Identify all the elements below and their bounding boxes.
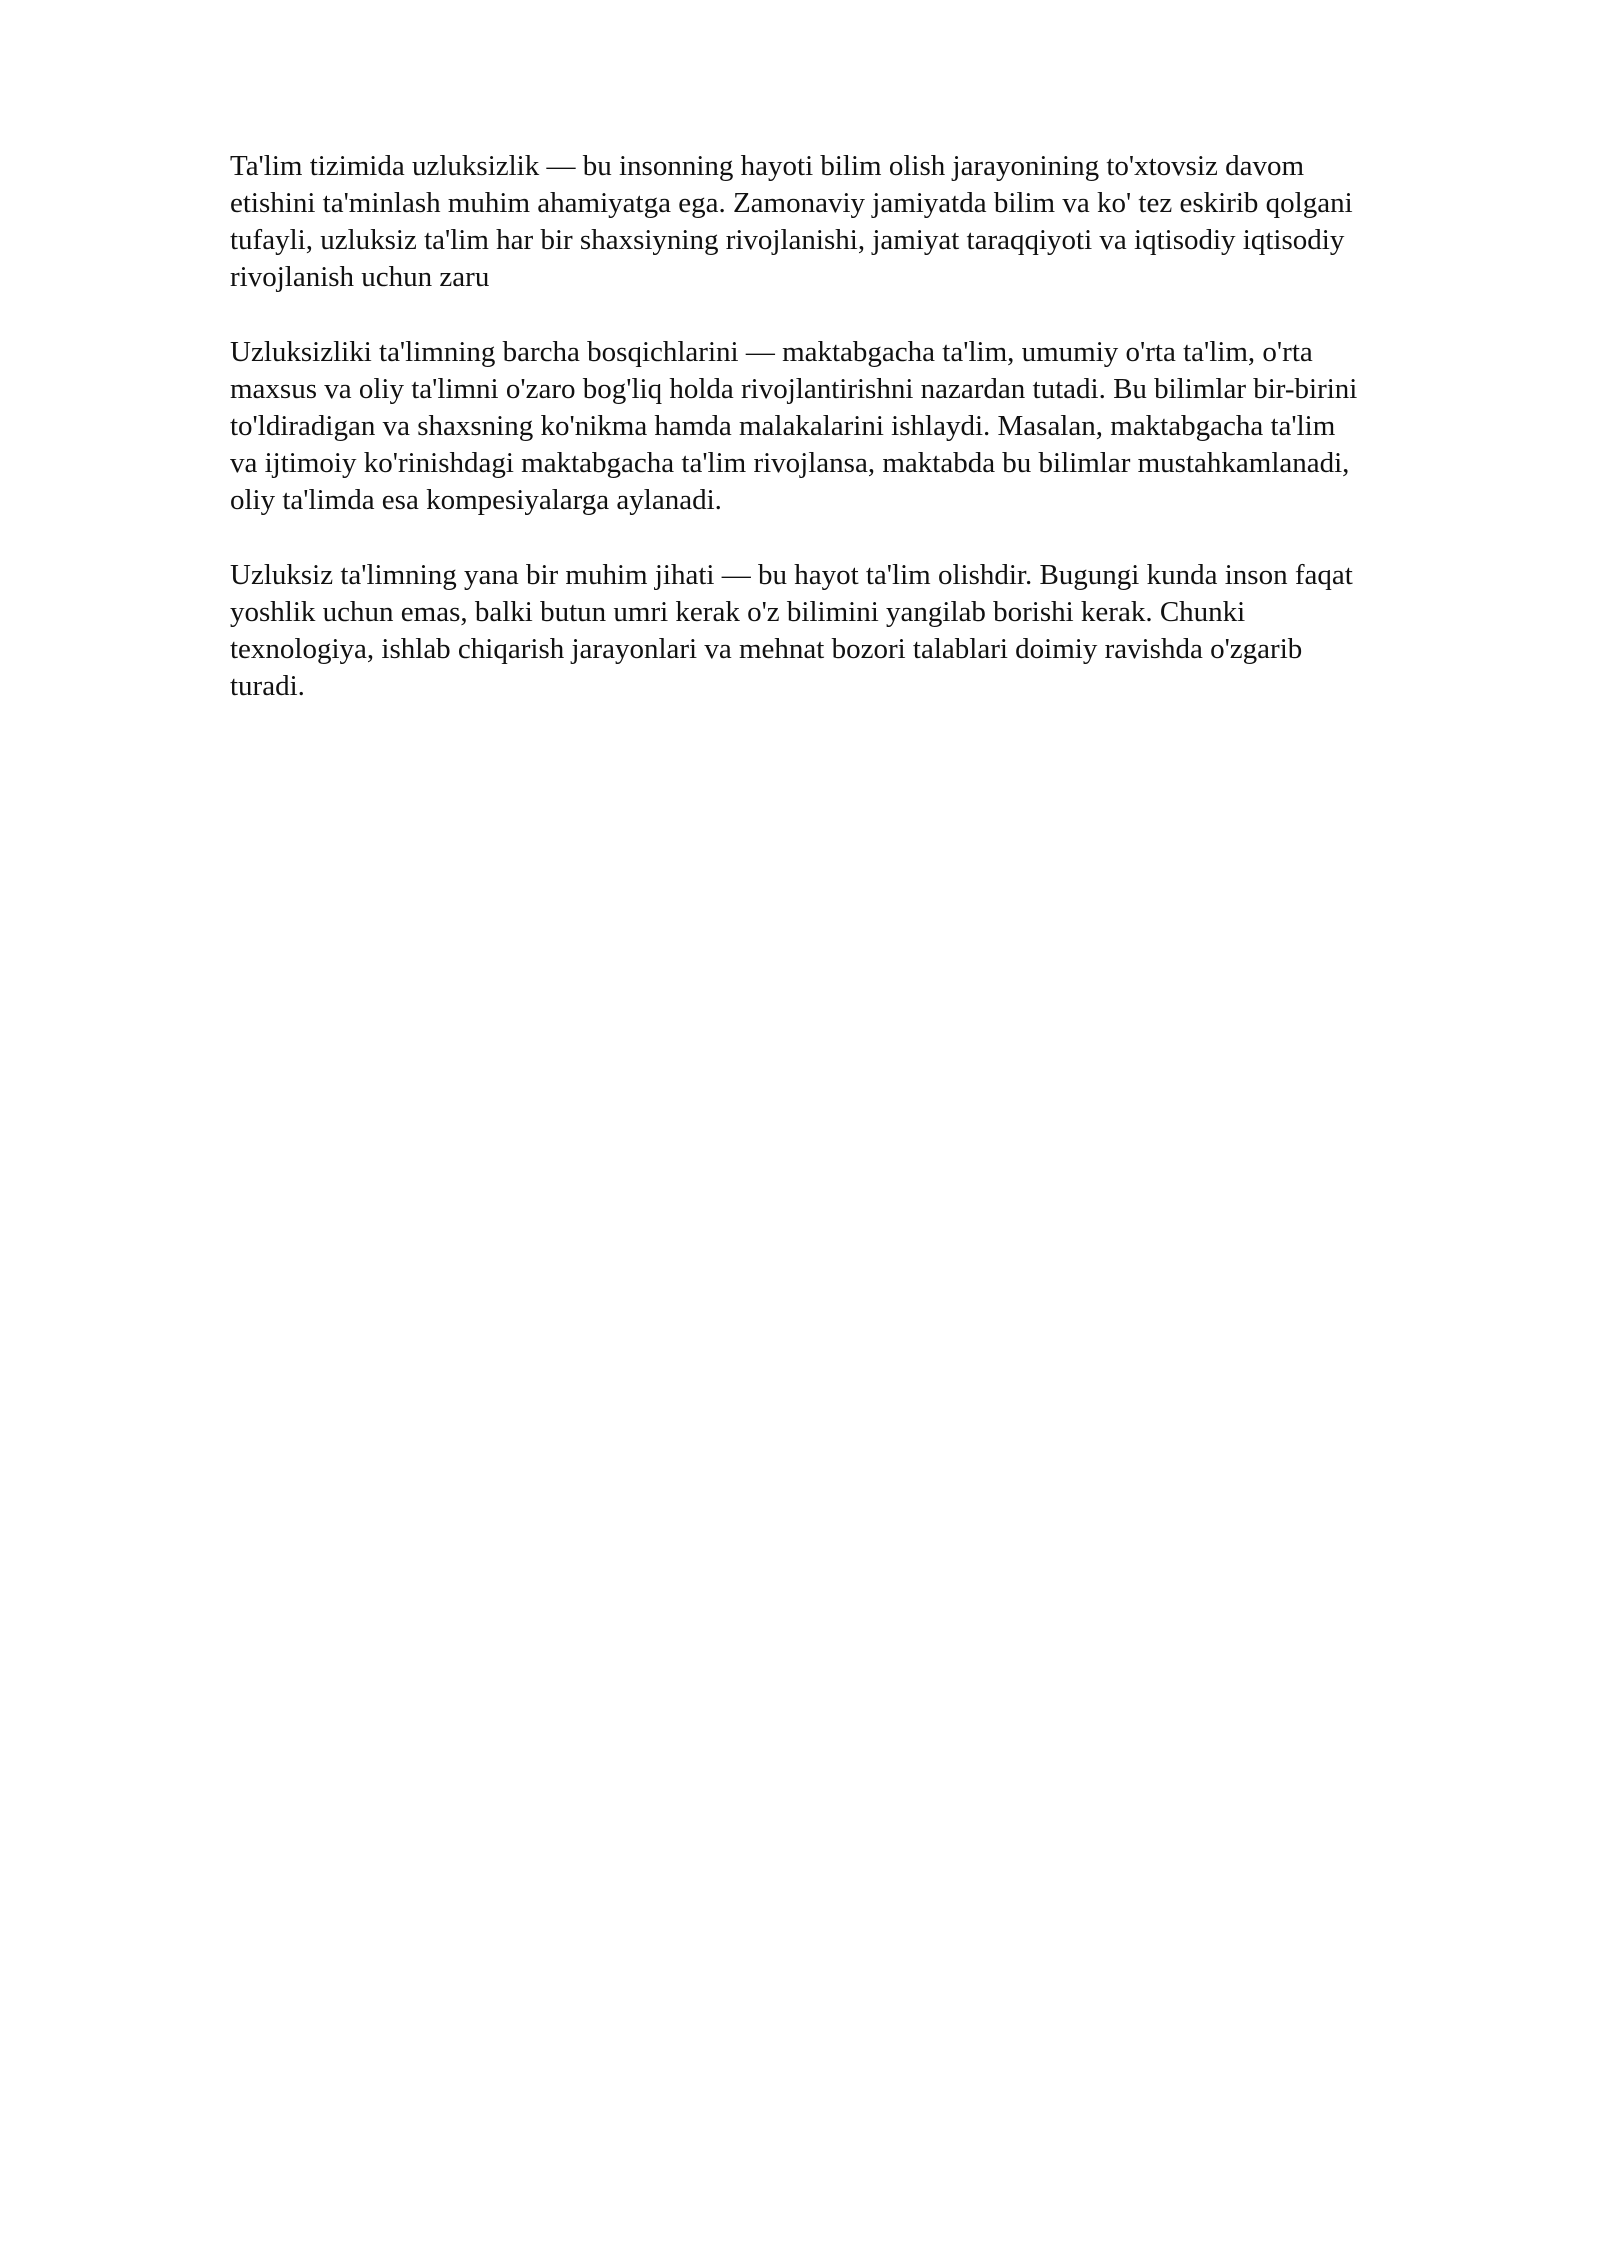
paragraph-line: turadi. [230,670,305,702]
paragraph-line: etishini ta'minlash muhim ahamiyatga ega. Zamonaviy jamiyatda bilim va ko' tez eskirib qolgani [230,187,1353,219]
paragraph-line: texnologiya, ishlab chiqarish jarayonlari va mehnat bozori talablari doimiy ravishda o'zgarib [230,633,1303,665]
paragraph-line: to'ldiradigan va shaxsning ko'nikma hamda malakalarini ishlaydi. Masalan, maktabgacha ta'lim [230,410,1336,442]
paragraph-1 [230,148,1500,296]
paragraph-line: maxsus va oliy ta'limni o'zaro bog'liq holda rivojlantirishni nazardan tutadi. Bu bilimlar bir-birini [230,373,1358,405]
paragraph-line: Ta'lim tizimida uzluksizlik — bu insonning hayoti bilim olish jarayonining to'xtovsiz davom [230,150,1305,182]
paragraph-line: rivojlanish uchun zaru [230,261,490,293]
paragraph-3 [230,557,1500,705]
paragraph-line: Uzluksizliki ta'limning barcha bosqichlarini — maktabgacha ta'lim, umumiy o'rta ta'lim, o'rta [230,336,1313,368]
paragraph-line: tufayli, uzluksiz ta'lim har bir shaxsiyning rivojlanishi, jamiyat taraqqiyoti va iqtisodiy iqtisodiy [230,224,1345,256]
paragraph-line: oliy ta'limda esa kompesiyalarga aylanadi. [230,484,722,516]
paragraph-line: va ijtimoiy ko'rinishdagi maktabgacha ta'lim rivojlansa, maktabda bu bilimlar mustahkamlanadi, [230,447,1350,479]
paragraph-2 [230,334,1500,519]
paragraph-line: yoshlik uchun emas, balki butun umri kerak o'z bilimini yangilab borishi kerak. Chunki [230,596,1246,628]
paragraph-line: Uzluksiz ta'limning yana bir muhim jihati — bu hayot ta'lim olishdir. Bugungi kunda inson faqat [230,559,1353,591]
document-body [230,148,1500,743]
